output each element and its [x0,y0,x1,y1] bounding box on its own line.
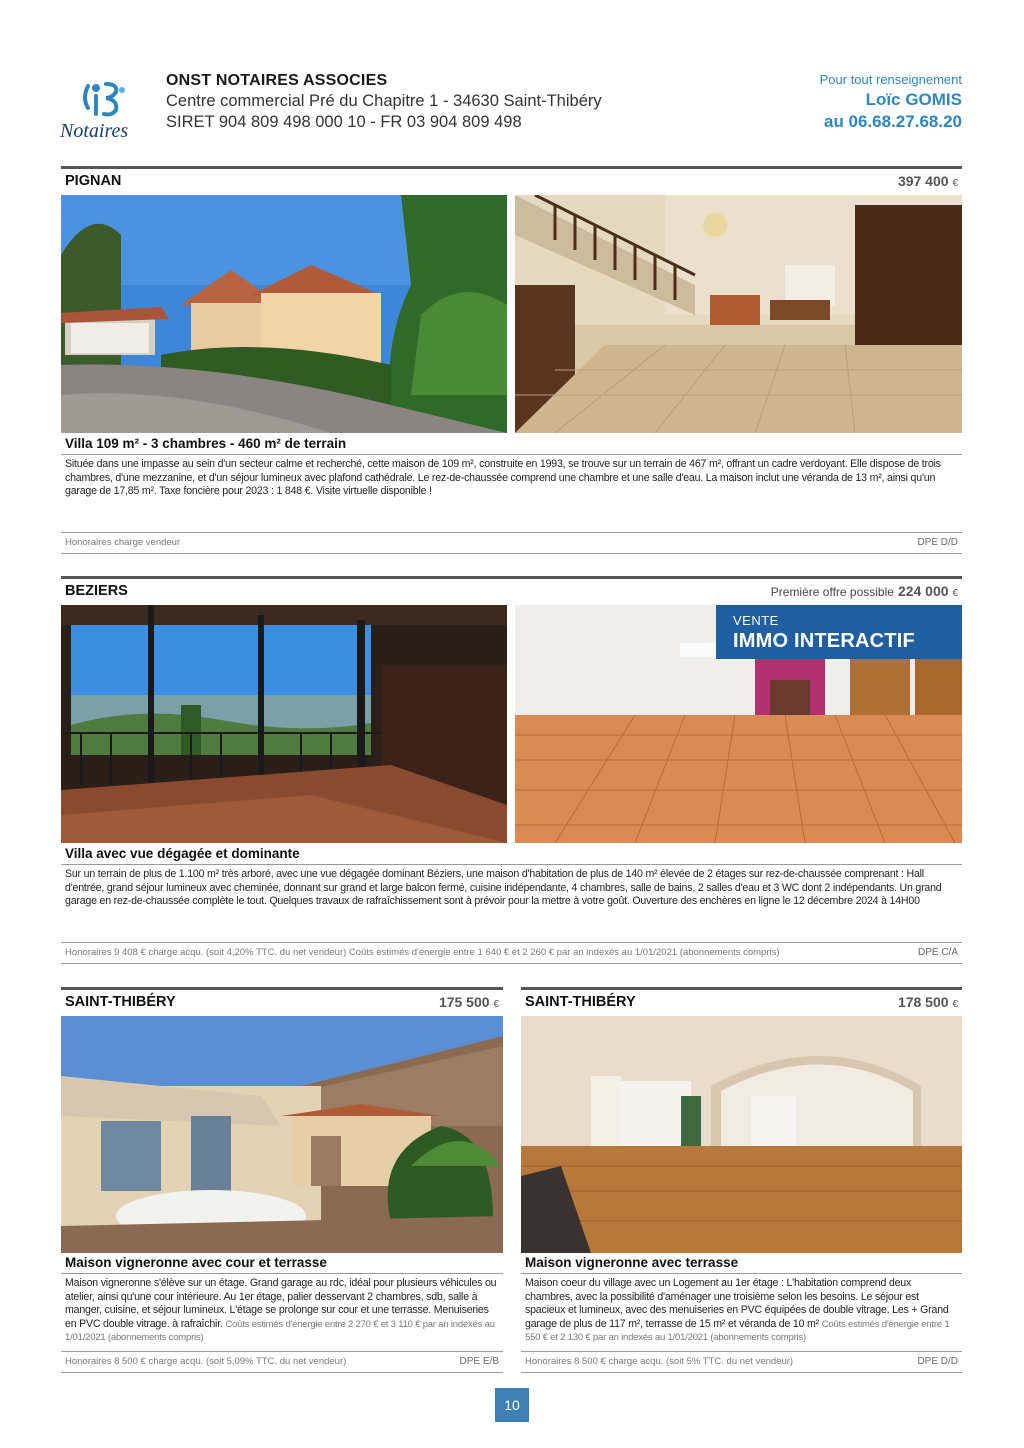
listing-fees: Honoraires 9 408 € charge acqu. (soit 4,20% TTC. du net vendeur) Coûts estimés d'énergie entre 1 640 € et 2 260 € par an indexés au 1/01/2021 (abonnements compris) [65,947,780,958]
living-room-tiles-photo[interactable] [515,605,962,843]
office-info [166,72,602,132]
divider [61,864,962,865]
listing-footer [61,532,962,554]
staircase-living-room-photo[interactable] [515,195,962,433]
contact-phone[interactable]: au 06.68.27.68.20 [823,112,962,131]
listing-dpe: DPE D/D [917,1356,958,1367]
listing-pignan [61,166,962,558]
listing-title: Villa 109 m² - 3 chambres - 460 m² de terrain [65,436,347,451]
listing-price: 175 500 € [438,994,499,1010]
listing-dpe: DPE C/A [917,947,958,958]
listing-city: BEZIERS [65,583,128,599]
listing-fees: Honoraires 8 500 € charge acqu. (soit 5,09% TTC. du net vendeur) [65,1356,347,1367]
courtyard-terrace-photo[interactable] [61,1016,503,1253]
notaires-logo [58,78,150,144]
listing-price: 178 500 € [897,994,958,1010]
listing-title: Maison vigneronne avec terrasse [525,1255,739,1270]
divider [521,1273,962,1274]
listing-fees: Honoraires charge vendeur [65,537,181,548]
listing-price: 397 400 € [897,173,958,189]
listing-beziers [61,576,962,968]
listing-description: Maison vigneronne s'élève sur un étage. Grand garage au rdc, idéal pour plusieurs véhicules ou atelier, ainsi qu'une cour intérieure. Au 1er étage, palier desservant 2 chambres, sdb, salle à manger, cuisine, et séjour lumineux. L'étage se prolonge sur cour et une terrasse. Menuiseries en PVC double vitrage. à rafraîchir. Coûts estimés d'énergie entre 2 270 € et 3 110 € par an indexés au 1/01/2021 (abonnements compris) [65,1277,497,1343]
listing-footer [61,1351,503,1373]
listing-saint-thibery-2 [521,987,962,1377]
empty-living-room-arch-photo[interactable] [521,1016,962,1253]
listing-dpe: DPE D/D [917,537,958,548]
villa-exterior-photo[interactable] [61,195,507,433]
listing-footer [521,1351,962,1373]
listing-title: Villa avec vue dégagée et dominante [65,846,300,861]
listing-saint-thibery-1 [61,987,503,1377]
office-address: Centre commercial Pré du Chapitre 1 - 34630 Saint-Thibéry [166,92,602,110]
page-number: 10 [495,1388,529,1422]
contact-block [820,72,962,132]
listing-header [61,166,962,189]
logo-text: Notaires [60,120,129,142]
listing-footer [61,942,962,964]
listing-description: Sur un terrain de plus de 1.100 m² très arboré, avec une vue dégagée dominant Béziers, une maison d'habitation de plus de 140 m² élevée de 2 étages sur rez-de-chaussée comprenant : Hall d'entrée, grand séjour lumineux avec cheminée, donnant sur grand et large balcon fermé, cuisine indépendante, 4 chambres, salle de bains, 2 salles d'eau et 3 WC dont 2 indépendants. Un grand garage en rez-de-chaussée complète le tout. Quelques travaux de rafraîchissement sont à prévoir pour la mettre à votre goût. Ouverture des enchères en ligne le 12 décembre 2024 à 14H00 [65,868,942,907]
notaires-emblem-icon [78,78,130,120]
office-name: ONST NOTAIRES ASSOCIES [166,72,388,89]
listing-city: SAINT-THIBÉRY [525,994,636,1010]
closed-balcony-view-photo[interactable] [61,605,507,843]
contact-name: Loïc GOMIS [865,90,962,109]
listing-header [61,987,503,1010]
immo-interactif-banner[interactable] [716,605,962,659]
listing-fees: Honoraires 8 500 € charge acqu. (soit 5% TTC. du net vendeur) [525,1356,794,1367]
listing-header [61,576,962,599]
listing-header [521,987,962,1010]
listing-city: PIGNAN [65,173,122,189]
divider [61,454,962,455]
contact-label: Pour tout renseignement [819,72,962,87]
energy-note: Coûts estimés d'énergie entre 1 550 € et 2 130 € par an indexés au 1/01/2021 (abonnements compris) [525,1318,950,1343]
divider [61,1273,503,1274]
listing-description: Située dans une impasse au sein d'un secteur calme et recherché, cette maison de 109 m², construite en 1993, se trouve sur un terrain de 467 m², offrant un cadre verdoyant. Elle dispose de trois chambres, d'une mezzanine, et d'un séjour lumineux avec plafond cathédrale. Le rez-de-chaussée comprend une chambre et une salle d'eau. La maison inclut une véranda de 13 m², ainsi qu'un garage de 17,85 m². Taxe foncière pour 2023 : 1 848 €. Visite virtuelle disponible ! [65,458,941,497]
listing-title: Maison vigneronne avec cour et terrasse [65,1255,327,1270]
listing-price: Première offre possible 224 000 € [770,583,958,599]
office-siret: SIRET 904 809 498 000 10 - FR 03 904 809 498 [166,113,522,131]
energy-note: Coûts estimés d'énergie entre 2 270 € et 3 110 € par an indexés au 1/01/2021 (abonnements compris) [65,1318,495,1343]
banner-title: IMMO INTERACTIF [733,630,915,652]
listing-description: Maison coeur du village avec un Logement au 1er étage : L'habitation comprend deux chambres, avec la possibilité d'aménager une troisième selon les besoins. Le séjour est spacieux et lumineux, avec des menuiseries en PVC équipées de double vitrage. Les + Grand garage de plus de 117 m², terrasse de 15 m² et véranda de 10 m² Coûts estimés d'énergie entre 1 550 € et 2 130 € par an indexés au 1/01/2021 (abonnements compris) [525,1277,950,1343]
banner-label: VENTE [733,613,779,628]
listing-city: SAINT-THIBÉRY [65,994,176,1010]
listing-dpe: DPE E/B [459,1356,499,1367]
